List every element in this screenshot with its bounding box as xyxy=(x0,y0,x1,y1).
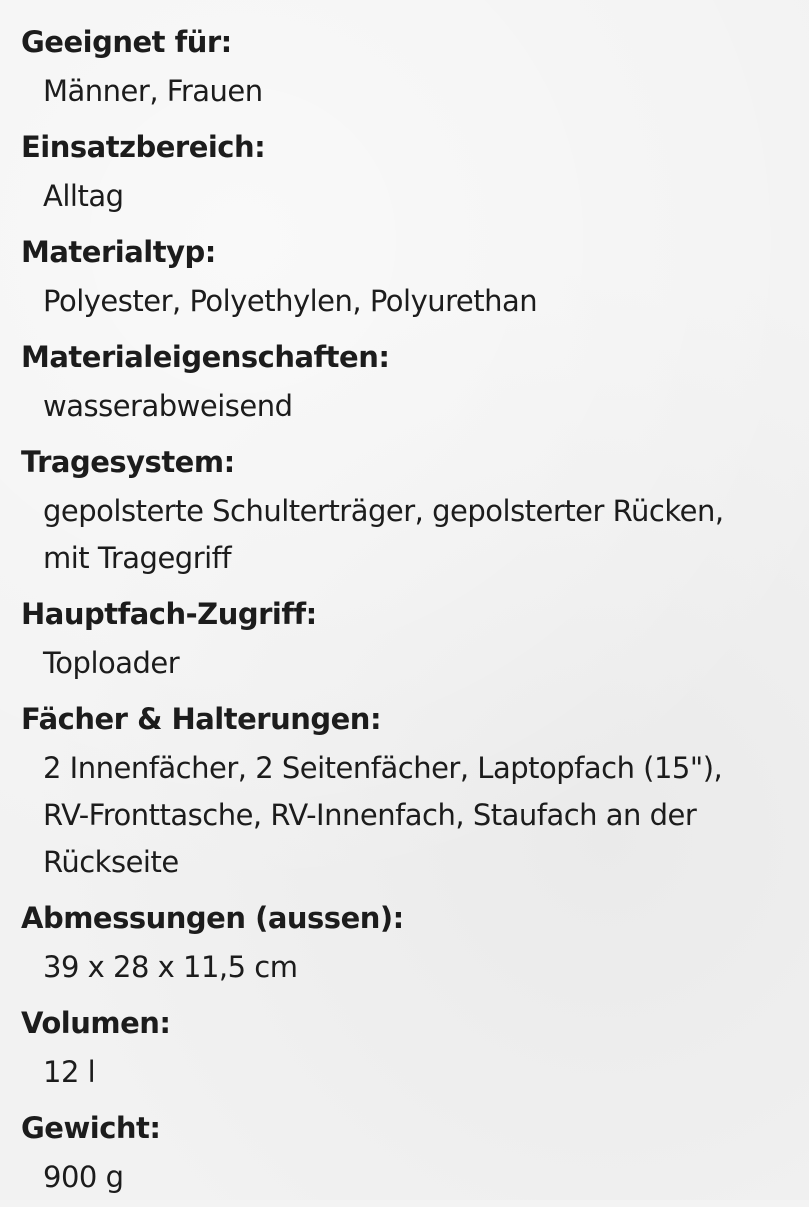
spec-item-faecher-halterungen xyxy=(21,693,791,892)
spec-item-materialtyp xyxy=(21,226,791,331)
spec-label: Materialeigenschaften: xyxy=(21,340,390,374)
spec-value-line: RV-Fronttasche, RV-Innenfach, Staufach an der xyxy=(43,798,697,832)
spec-value xyxy=(43,383,791,436)
spec-value-line: 2 Innenfächer, 2 Seitenfächer, Laptopfach (15"), xyxy=(43,751,723,785)
spec-value xyxy=(43,640,791,693)
spec-value-line: 39 x 28 x 11,5 cm xyxy=(43,950,298,984)
spec-item-hauptfach-zugriff xyxy=(21,588,791,693)
spec-item-materialeigenschaften xyxy=(21,331,791,436)
spec-value-line: Polyester, Polyethylen, Polyurethan xyxy=(43,284,538,318)
spec-value-line: mit Tragegriff xyxy=(43,541,232,575)
spec-item-volumen xyxy=(21,997,791,1102)
spec-label: Fächer & Halterungen: xyxy=(21,702,382,736)
spec-value-line: wasserabweisend xyxy=(43,389,293,423)
spec-item-gewicht xyxy=(21,1102,791,1207)
spec-value-line: gepolsterte Schulterträger, gepolsterter Rücken, xyxy=(43,494,724,528)
spec-value xyxy=(43,1049,791,1102)
spec-label: Materialtyp: xyxy=(21,235,216,269)
spec-label: Geeignet für: xyxy=(21,25,232,59)
spec-item-tragesystem xyxy=(21,436,791,588)
spec-label: Tragesystem: xyxy=(21,445,235,479)
spec-value-line: 12 l xyxy=(43,1055,96,1089)
spec-item-geeignet-fuer xyxy=(21,16,791,121)
spec-value xyxy=(43,278,791,331)
spec-value-line: Männer, Frauen xyxy=(43,74,263,108)
spec-value-line: Rückseite xyxy=(43,845,179,879)
spec-value-line: Alltag xyxy=(43,179,124,213)
spec-value-line: Toploader xyxy=(43,646,180,680)
spec-label: Gewicht: xyxy=(21,1111,161,1145)
spec-value xyxy=(43,944,791,997)
spec-value xyxy=(43,68,791,121)
spec-label: Abmessungen (aussen): xyxy=(21,901,404,935)
spec-item-einsatzbereich xyxy=(21,121,791,226)
spec-value xyxy=(43,745,791,892)
spec-value xyxy=(43,173,791,226)
spec-label: Volumen: xyxy=(21,1006,171,1040)
spec-label: Hauptfach-Zugriff: xyxy=(21,597,317,631)
spec-value xyxy=(43,1154,791,1207)
spec-list xyxy=(21,16,791,1207)
spec-item-abmessungen xyxy=(21,892,791,997)
spec-value xyxy=(43,488,791,588)
spec-label: Einsatzbereich: xyxy=(21,130,266,164)
spec-value-line: 900 g xyxy=(43,1160,124,1194)
